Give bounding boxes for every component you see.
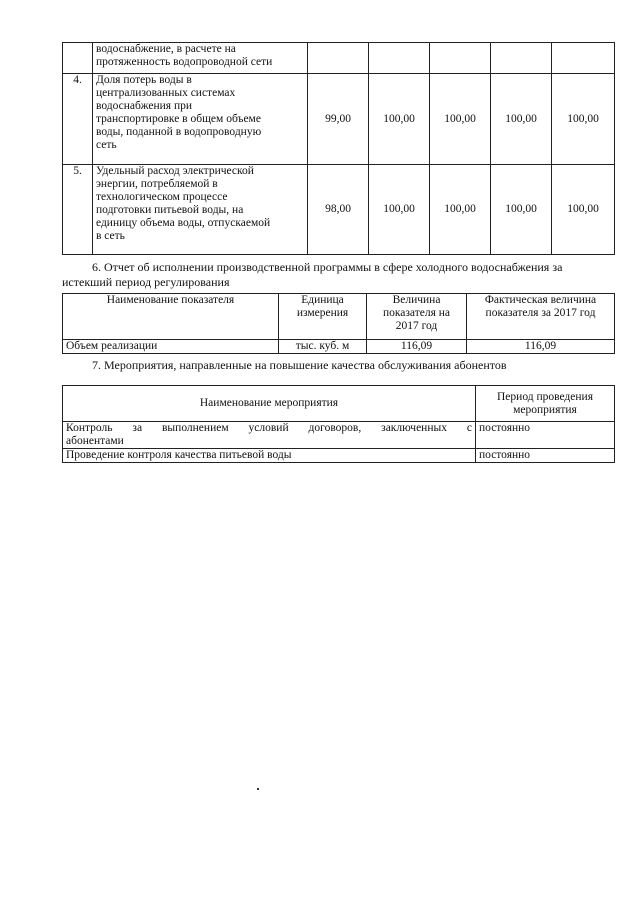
indicator-name-line: единицу объема воды, отпускаемой — [96, 217, 271, 229]
value-cell: 100,00 — [369, 74, 430, 165]
indicator-name-line: водоснабжения при — [96, 100, 193, 112]
header-value: Величина показателя на 2017 год — [367, 294, 467, 340]
indicator-name-line: технологическом процессе — [96, 191, 228, 203]
measure-name-cell: Проведение контроля качества питьевой воды — [63, 449, 476, 463]
production-program-table — [62, 293, 615, 354]
header-measure-name: Наименование мероприятия — [63, 386, 476, 422]
section-7-heading: 7. Мероприятия, направленные на повышение качества обслуживания абонентов — [92, 358, 507, 372]
row-number-cell: 4. — [63, 74, 93, 165]
indicators-table — [62, 42, 615, 255]
header-unit: Единица измерения — [279, 294, 367, 340]
row-number-cell — [63, 43, 93, 74]
actual-value-cell: 116,09 — [467, 340, 615, 354]
indicator-name-line: сеть — [96, 139, 117, 151]
indicator-name-cell: Объем реализации — [63, 340, 279, 354]
value-cell: 100,00 — [552, 165, 615, 255]
section-6-line: 6. Отчет об исполнении производственной программы в сфере холодного водоснабжения за — [92, 260, 563, 274]
service-measures-table — [62, 385, 615, 463]
table-row — [63, 340, 615, 354]
indicator-name-cell — [93, 165, 308, 255]
indicator-name-line: Доля потерь воды в — [96, 74, 192, 86]
value-cell: 99,00 — [308, 74, 369, 165]
header-period: Период проведения мероприятия — [476, 386, 615, 422]
value-cell: 98,00 — [308, 165, 369, 255]
indicator-name-cell — [93, 74, 308, 165]
section-6-line: истекший период регулирования — [62, 275, 230, 289]
indicator-name-line: централизованных системах — [96, 87, 236, 99]
value-cell: 100,00 — [430, 74, 491, 165]
value-cell: 100,00 — [369, 165, 430, 255]
measure-name-cell: Контроль за выполнением условий договоров, заключенных с абонентами — [63, 422, 476, 449]
header-indicator-name: Наименование показателя — [63, 294, 279, 340]
indicator-name-line: транспортировке в общем объеме — [96, 113, 261, 125]
value-cell: 100,00 — [552, 74, 615, 165]
value-cell: 100,00 — [491, 74, 552, 165]
table-row — [63, 449, 615, 463]
section-6-heading — [62, 260, 617, 290]
table-header-row — [63, 386, 615, 422]
value-cell: 116,09 — [367, 340, 467, 354]
table-row — [63, 165, 615, 255]
scan-speck — [257, 788, 259, 790]
indicator-name-line: в сеть — [96, 230, 125, 242]
indicator-name-cell — [93, 43, 308, 74]
value-cell: 100,00 — [491, 165, 552, 255]
period-cell: постоянно — [476, 422, 615, 449]
table-row — [63, 74, 615, 165]
unit-cell: тыс. куб. м — [279, 340, 367, 354]
indicator-name-line: воды, поданной в водопроводную — [96, 126, 262, 138]
row-number-cell: 5. — [63, 165, 93, 255]
indicator-name-line: Удельный расход электрической — [96, 165, 254, 177]
period-cell: постоянно — [476, 449, 615, 463]
indicator-name-line: водоснабжение, в расчете на — [96, 43, 236, 55]
value-cell: 100,00 — [430, 165, 491, 255]
header-actual-value: Фактическая величина показателя за 2017 год — [467, 294, 615, 340]
indicator-name-line: протяженность водопроводной сети — [96, 56, 273, 68]
table-header-row — [63, 294, 615, 340]
table-row — [63, 422, 615, 449]
indicator-name-line: подготовки питьевой воды, на — [96, 204, 244, 216]
indicator-name-line: энергии, потребляемой в — [96, 178, 218, 190]
table-row — [63, 43, 615, 74]
